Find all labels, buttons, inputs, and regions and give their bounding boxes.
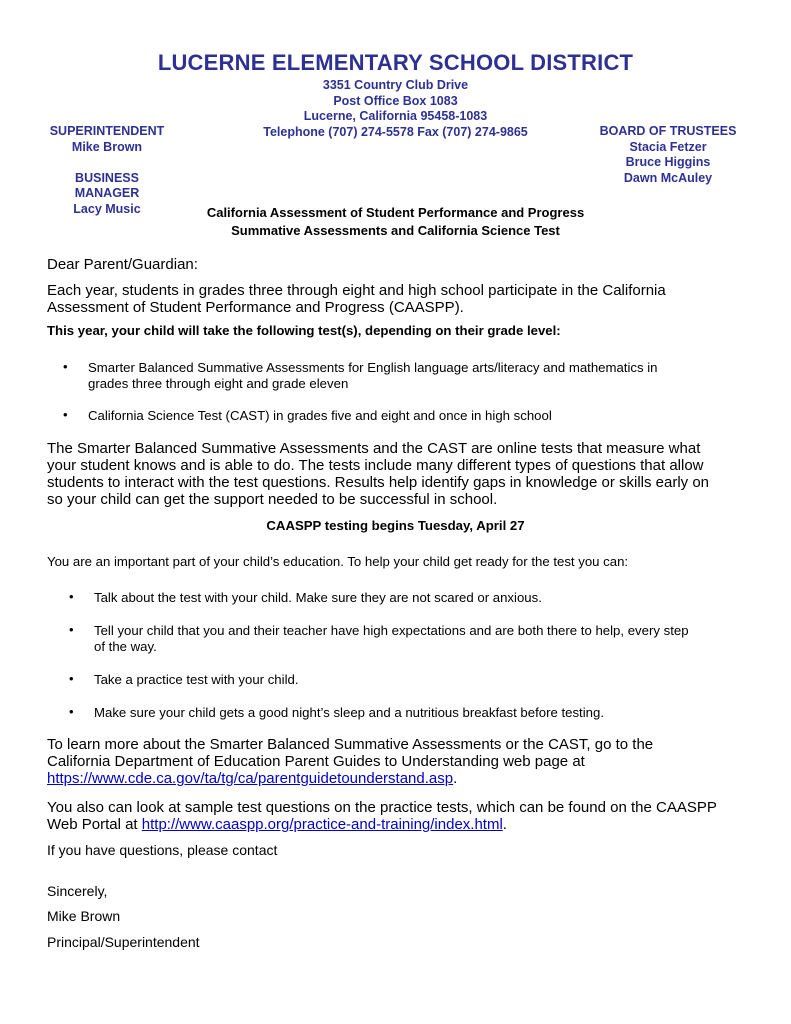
practice-paragraph: You also can look at sample test questions on the practice tests, which can be found on the CAASPP Web Portal at http://www.caaspp.org/practice-and-training/index.html. bbox=[47, 799, 747, 833]
cde-parent-guide-link[interactable]: https://www.cde.ca.gov/ta/tg/ca/parentguidetounderstand.asp bbox=[47, 770, 454, 787]
intro-line: Assessment of Student Performance and Progress (CAASPP). bbox=[47, 299, 464, 316]
description-line: The Smarter Balanced Summative Assessments and the CAST are online tests that measure what bbox=[47, 440, 701, 457]
practice-line-prefix: Web Portal at bbox=[47, 816, 142, 833]
tests-lead-in: This year, your child will take the following test(s), depending on their grade level: bbox=[47, 323, 561, 338]
tip-item-line: Tell your child that you and their teacher have high expectations and are both there to help, every step bbox=[94, 623, 689, 638]
description-line: your student knows and is able to do. The tests include many different types of questions that allow bbox=[47, 457, 704, 474]
help-intro: You are an important part of your child’s education. To help your child get ready for the test you can: bbox=[47, 554, 629, 569]
bullet: • bbox=[69, 671, 74, 686]
test-item-line: Smarter Balanced Summative Assessments for English language arts/literacy and mathematics in bbox=[88, 360, 658, 375]
testing-date: CAASPP testing begins Tuesday, April 27 bbox=[266, 518, 525, 533]
district-name: LUCERNE ELEMENTARY SCHOOL DISTRICT bbox=[157, 50, 634, 75]
business-manager-title: BUSINESS MANAGER bbox=[74, 170, 140, 201]
title-line-2: Summative Assessments and California Science Test bbox=[231, 223, 560, 238]
tip-item-line: of the way. bbox=[94, 639, 157, 654]
superintendent-name: Mike Brown bbox=[71, 139, 143, 154]
bullet: • bbox=[69, 704, 74, 719]
board-member: Stacia Fetzer bbox=[629, 139, 707, 154]
bullet: • bbox=[63, 359, 68, 374]
letter-title bbox=[0, 201, 791, 240]
intro-paragraph bbox=[47, 282, 747, 316]
tip-item bbox=[94, 623, 764, 655]
learn-line: To learn more about the Smarter Balanced Summative Assessments or the CAST, go to the bbox=[47, 736, 654, 753]
intro-line: Each year, students in grades three through eight and high school participate in the California bbox=[47, 282, 666, 299]
address-phone-fax: Telephone (707) 274-5578 Fax (707) 274-9865 bbox=[263, 124, 528, 139]
tip-item: Talk about the test with your child. Make sure they are not scared or anxious. bbox=[94, 590, 542, 605]
tip-item: Take a practice test with your child. bbox=[94, 672, 299, 687]
test-item: California Science Test (CAST) in grades five and eight and once in high school bbox=[88, 408, 552, 423]
title-line-1: California Assessment of Student Performance and Progress bbox=[206, 205, 585, 220]
business-manager-name: Lacy Music bbox=[73, 201, 141, 216]
description-line: students to interact with the test questions. Results help identify gaps in knowledge or skills early on bbox=[47, 474, 710, 491]
signer-name: Mike Brown bbox=[47, 908, 121, 924]
board-block bbox=[598, 124, 738, 186]
board-title: BOARD OF TRUSTEES bbox=[599, 124, 737, 138]
bullet: • bbox=[63, 407, 68, 422]
closing: Sincerely, bbox=[47, 883, 108, 899]
salutation: Dear Parent/Guardian: bbox=[47, 256, 198, 273]
signer-title: Principal/Superintendent bbox=[47, 934, 200, 950]
address-street: 3351 Country Club Drive bbox=[322, 78, 469, 92]
caaspp-practice-link[interactable]: http://www.caaspp.org/practice-and-training/index.html bbox=[141, 816, 503, 833]
learn-line: California Department of Education Parent Guides to Understanding web page at bbox=[47, 753, 585, 770]
test-item-line: grades three through eight and grade eleven bbox=[88, 376, 349, 391]
description-paragraph bbox=[47, 440, 747, 508]
superintendent-title: SUPERINTENDENT bbox=[49, 124, 165, 138]
board-member: Bruce Higgins bbox=[625, 155, 711, 170]
address-po-box: Post Office Box 1083 bbox=[333, 93, 458, 108]
address-city: Lucerne, California 95458-1083 bbox=[303, 109, 488, 124]
bullet: • bbox=[69, 589, 74, 604]
practice-line: You also can look at sample test questions on the practice tests, which can be found on the CAASPP bbox=[47, 799, 717, 816]
test-item bbox=[88, 360, 748, 392]
board-member: Dawn McAuley bbox=[623, 170, 713, 185]
tip-item: Make sure your child gets a good night’s sleep and a nutritious breakfast before testing. bbox=[94, 705, 604, 720]
questions-line: If you have questions, please contact bbox=[47, 842, 278, 858]
bullet: • bbox=[69, 622, 74, 637]
learn-more-paragraph: To learn more about the Smarter Balanced Summative Assessments or the CAST, go to the California Department of Education Parent Guides to Understanding web page at https://www.cde.ca.gov/ta/tg/ca/parentguidetounderstand.asp. bbox=[47, 736, 747, 787]
description-line: so your child can get the support needed to be successful in school. bbox=[47, 491, 498, 508]
